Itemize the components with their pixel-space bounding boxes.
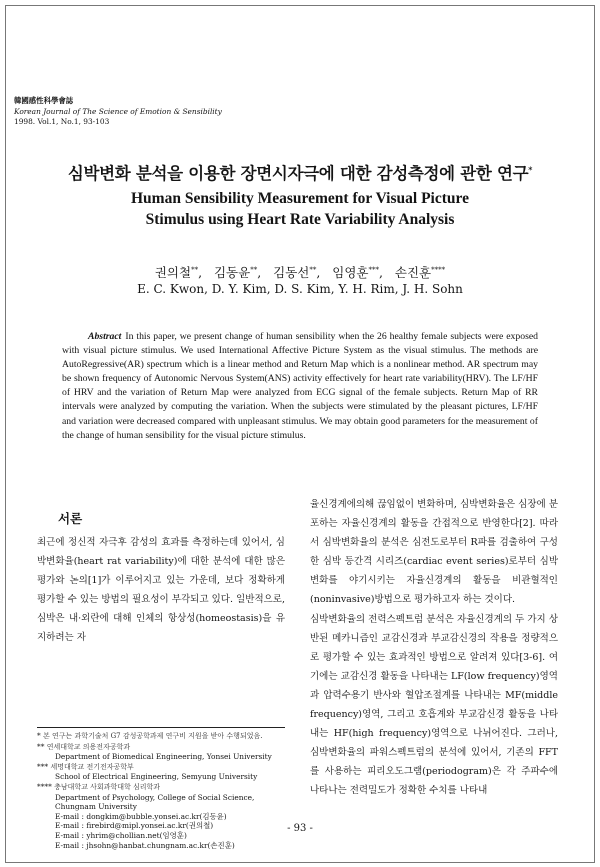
journal-header bbox=[14, 96, 222, 128]
footnote-affiliation-2-en: School of Electrical Engineering, Semyung University bbox=[55, 772, 258, 782]
title-footnote-mark: * bbox=[528, 164, 533, 175]
title-english-line-1: Human Sensibility Measurement for Visual Picture bbox=[131, 190, 469, 207]
abstract bbox=[62, 330, 538, 443]
footnote-affiliation-2: *** 세명대학교 전기전자공학부 bbox=[37, 761, 134, 771]
author-1: 권의철** bbox=[154, 265, 199, 280]
journal-issue: 1998. Vol.1, No.1, 93-103 bbox=[14, 117, 110, 126]
intro-paragraph: 율신경계에의해 끊임없이 변화하며, 심박변화율은 심장에 분포하는 자율신경계의 활동을 간접적으로 반영한다[2]. 따라서 심박변화율의 분석은 심전도로부터 R파를 검출하여 구성한 심박 등간격 시리즈(cardiac event series)로부터 심박변화를 야기시키는 자율신경계의 활동을 비관혈적인(noninvasive)방법으로 평가하고자 하는 것이다. 심박변화율의 전력스펙트럼 분석은 자율신경계의 두 가지 상반된 메카니즘인 교감신경과 부교감신경의 작용을 정량적으로 평가할 수 있는 효과적인 방법으로 알려져 있다[3-6]. 여기에는 교감신경 활동을 나타내는 LF(low frequency)영역과 압력수용기 반사와 혈압조절계를 나타내는 MF(middle frequency)영역, 그리고 호흡계와 부교감신경 활동을 나타내는 HF(high frequency)영역으로 나뉘어진다. 그러나, 심박변화율의 파워스펙트럼의 분석에 있어서, 기존의 FFT를 사용하는 피리오도그램(periodogram)은 각 주파수에 나타나는 전력밀도가 정확한 수치를 나타내 bbox=[310, 499, 558, 797]
title-korean-text: 심박변화 분석을 이용한 장면시자극에 대한 감성측정에 관한 연구 bbox=[67, 164, 529, 183]
footnote-affiliation-1: ** 연세대학교 의용전자공학과 bbox=[37, 741, 131, 751]
intro-text-left-column: 최근에 정신적 자극후 감성의 효과를 측정하는데 있어서, 심박변화율(heart rat variability)에 대한 분석에 대한 많은 평가와 논의[1]가 이루어지고 있는 가운데, 보다 정확하게 평가할 수 있는 방법의 필요성이 부각되고 있다. 일반적으로, 심박은 내·외란에 대해 인체의 항상성(homeostasis)을 유지하려는 자 bbox=[37, 537, 285, 644]
email-3: E-mail : yhrim@chollian.net(임영훈) bbox=[55, 830, 187, 840]
page-number: - 93 - bbox=[287, 823, 313, 834]
footnote-rule bbox=[37, 727, 285, 728]
email-1: E-mail : dongkim@bubble.yonsei.ac.kr(김동윤) bbox=[55, 811, 227, 821]
footnote-funding: * 본 연구는 과학기술처 G7 감성공학과제 연구비 지원을 받아 수행되었음. bbox=[37, 731, 263, 740]
authors-english: E. C. Kwon, D. Y. Kim, D. S. Kim, Y. H. Rim, J. H. Sohn bbox=[137, 282, 463, 296]
footnote-affiliation-3: **** 충남대학교 사회과학대학 심리학과 bbox=[37, 781, 161, 791]
author-4: 임영훈*** bbox=[332, 265, 379, 280]
authors-korean: 권의철**, 김동윤**, 김동선**, 임영훈***, 손진훈**** bbox=[154, 265, 446, 280]
section-heading-introduction: 서론 bbox=[58, 511, 83, 526]
journal-name-korean: 韓國感性科學會誌 bbox=[14, 96, 74, 105]
author-5: 손진훈**** bbox=[394, 265, 446, 280]
intro-text-right-column bbox=[310, 495, 558, 801]
email-2: E-mail : firebird@mipl.yonsei.ac.kr(권의철) bbox=[55, 821, 214, 831]
journal-name-english: Korean Journal of The Science of Emotion & Sensibility bbox=[14, 106, 222, 116]
abstract-text: In this paper, we present change of human sensibility when the 26 healthy female subjects were exposed with visual picture stimulus. We used International Affective Picture System as the visual stimulus. The methods are AutoRegressive(AR) spectrum which is a linear method and Return Map which is a nonlinear method. AR spectrum may be shown frequency of Autonomic Nervous System(ANS) activity effectively for heart rate variability(HRV). The LF/HF of HRV and the variation of Return Map were analyzed from ECG signal of the female subjects. Return Map of RR intervals were analyzed by computing the variation. When the subjects were stimulated by the pleasant pictures, LF/HF and variation were decreased compared with unpleasant stimulus. We may obtain good parameters for the measurement of the change of human sensibility for the visual picture stimulus. bbox=[62, 331, 538, 441]
author-3: 김동선** bbox=[273, 265, 317, 280]
email-4: E-mail : jhsohn@hanbat.chungnam.ac.kr(손진훈) bbox=[55, 840, 235, 850]
abstract-label: Abstract bbox=[88, 331, 122, 342]
title-english-line-2: Stimulus using Heart Rate Variability Analysis bbox=[145, 211, 455, 228]
title-korean bbox=[0, 160, 600, 184]
footnote-affiliation-1-en: Department of Biomedical Engineering, Yonsei University bbox=[55, 752, 272, 762]
footnote-affiliation-3-en: Department of Psychology, College of Social Science, Chungnam University bbox=[55, 792, 255, 812]
title-english bbox=[0, 188, 600, 230]
author-2: 김동윤** bbox=[213, 265, 258, 280]
